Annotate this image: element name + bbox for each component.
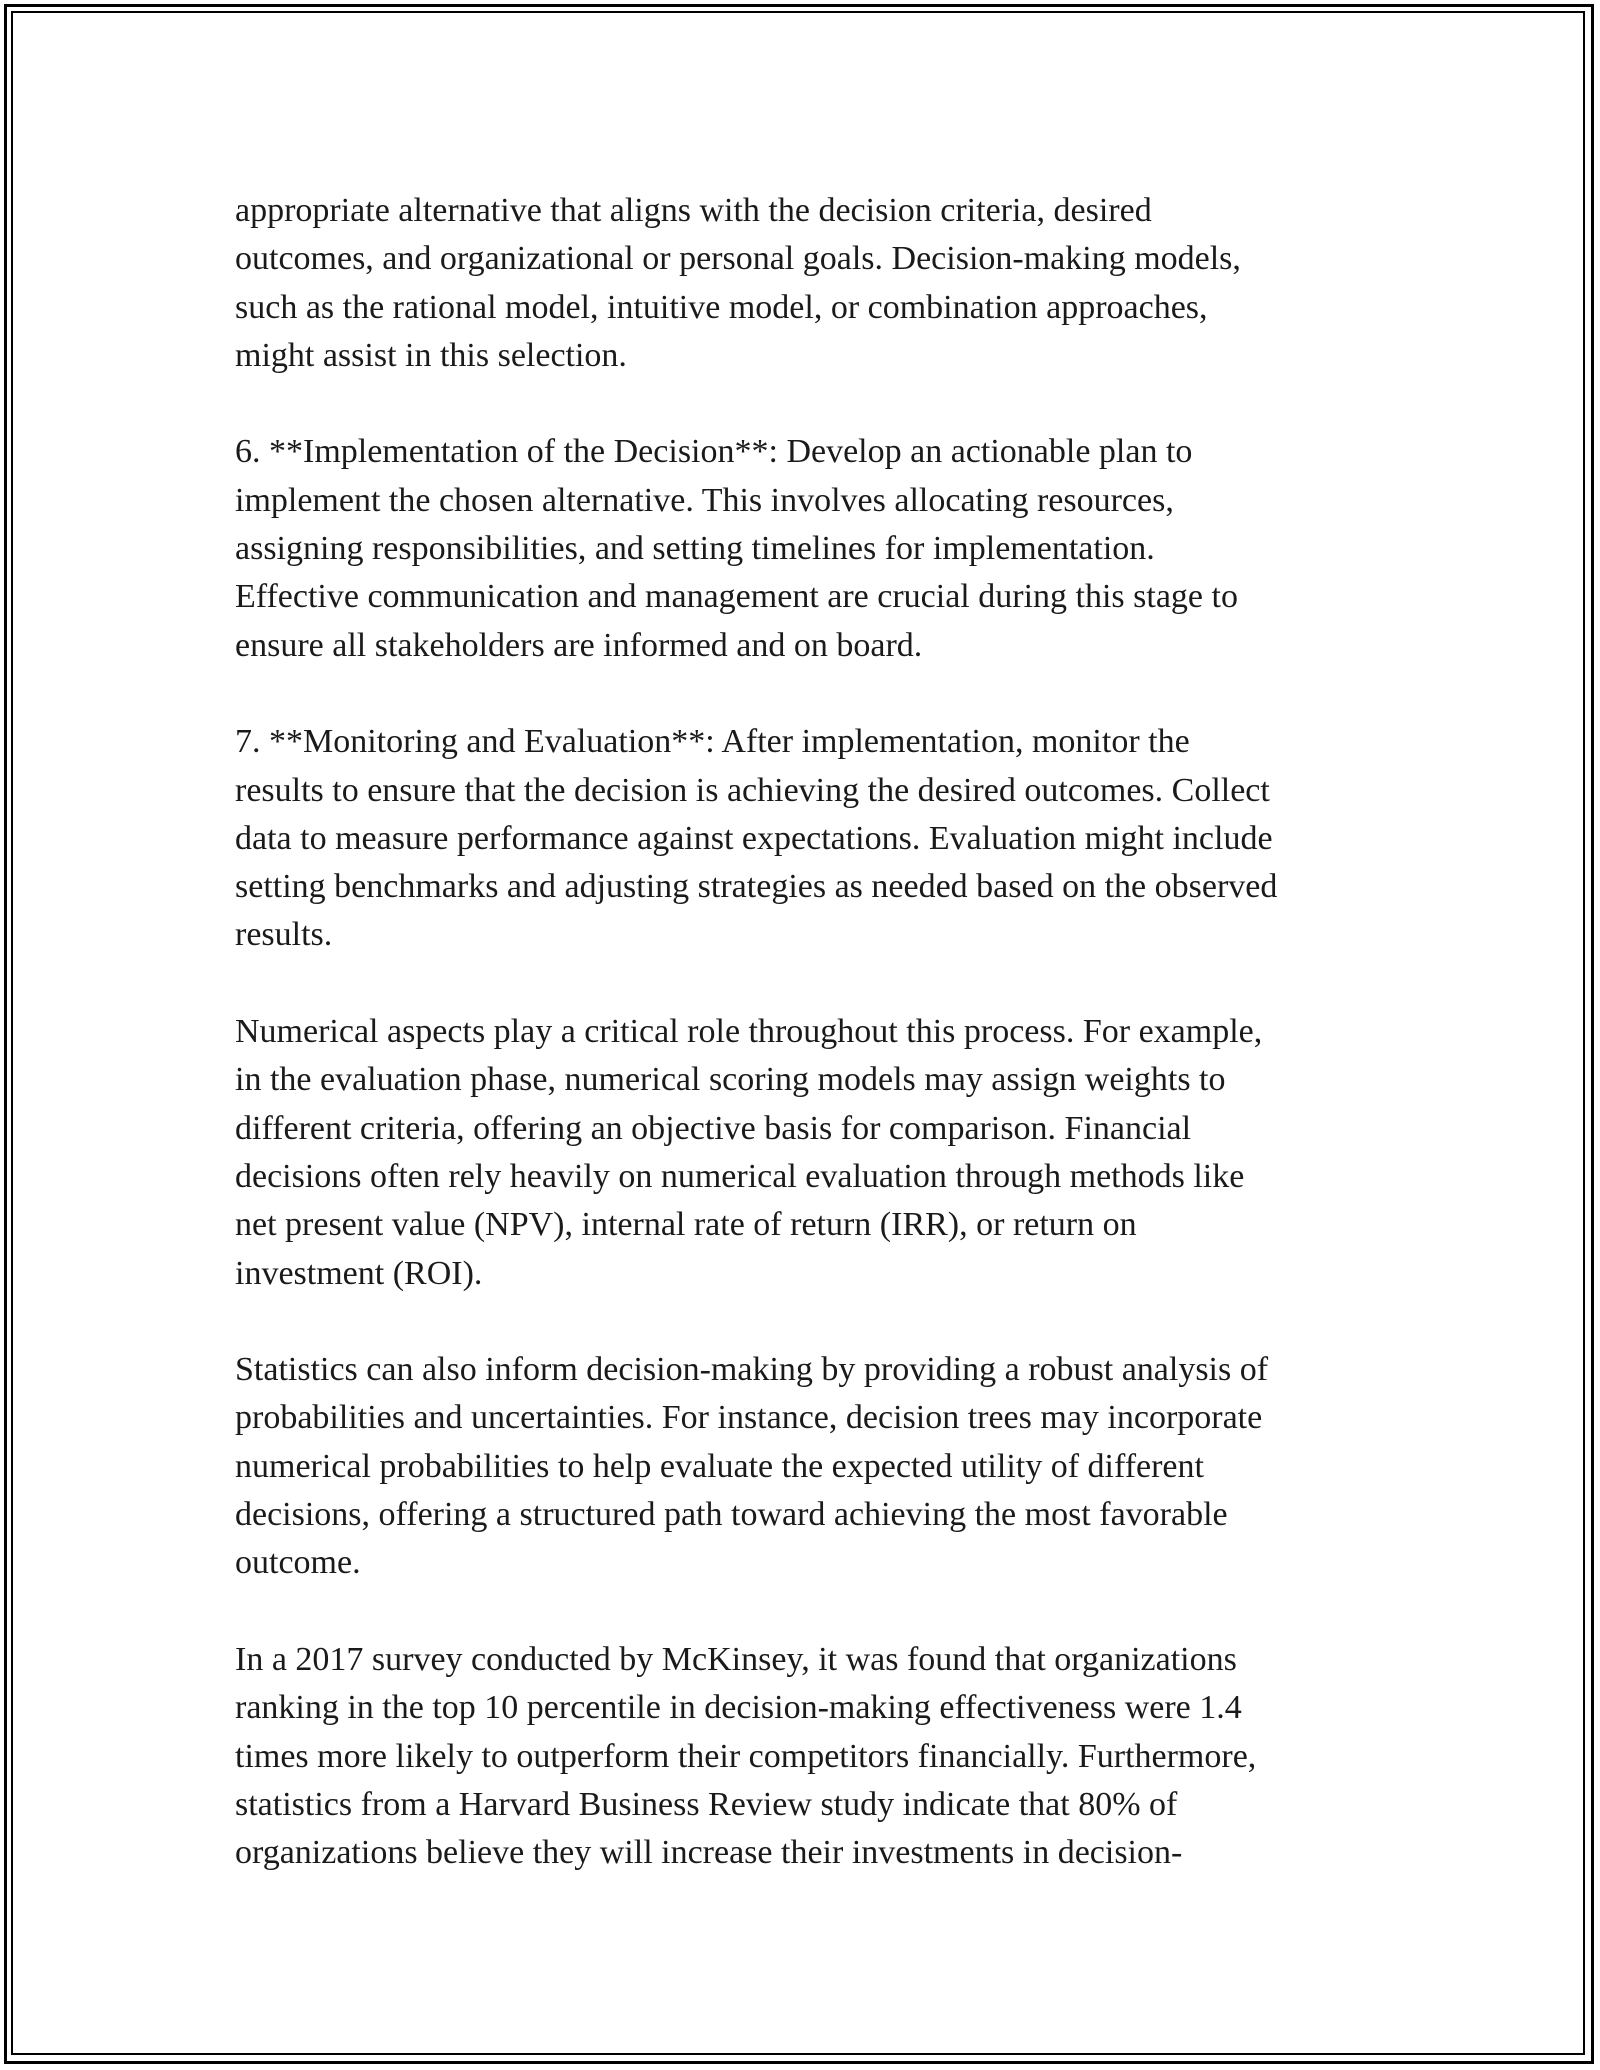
paragraph-statistics: Statistics can also inform decision-making by providing a robust analysis of probabilities and uncertainties. For instance, decision trees may incorporate numerical probabilities to help evaluate the expected utility of different decisions, offering a structured path toward achieving the most favorable outcome. bbox=[235, 1351, 1269, 1582]
paragraph-mckinsey-survey: In a 2017 survey conducted by McKinsey, it was found that organizations ranking in the top 10 percentile in decision-making effectiveness were 1.4 times more likely to outperform their competitors financially. Furthermore, statistics from a Harvard Business Review study indicate that 80% of organizations believe they will increase their investments in decision- bbox=[235, 1640, 1257, 1872]
paragraph-implementation: 6. **Implementation of the Decision**: Develop an actionable plan to implement the chosen alternative. This involves allocating resources, assigning responsibilities, and setting timelines for implementation. Effective communication and management are crucial during this stage to ensure all stakeholders are informed and on board. bbox=[235, 433, 1238, 664]
paragraph-numerical-aspects: Numerical aspects play a critical role throughout this process. For example, in the evaluation phase, numerical scoring models may assign weights to different criteria, offering an objective basis for comparison. Financial decisions often rely heavily on numerical evaluation through methods like net present value (NPV), internal rate of return (IRR), or return on investment (ROI). bbox=[235, 1013, 1263, 1292]
paragraph-alternative-selection: appropriate alternative that aligns with the decision criteria, desired outcomes, and organizational or personal goals. Decision-making models, such as the rational model, intuitive model, or combination approaches, might assist in this selection. bbox=[235, 192, 1241, 374]
document-body bbox=[235, 187, 1385, 1926]
paragraph-monitoring-evaluation: 7. **Monitoring and Evaluation**: After implementation, monitor the results to ensure that the decision is achieving the desired outcomes. Collect data to measure performance against expectations. Evaluation might include setting benchmarks and adjusting strategies as needed based on the observed results. bbox=[235, 723, 1278, 954]
